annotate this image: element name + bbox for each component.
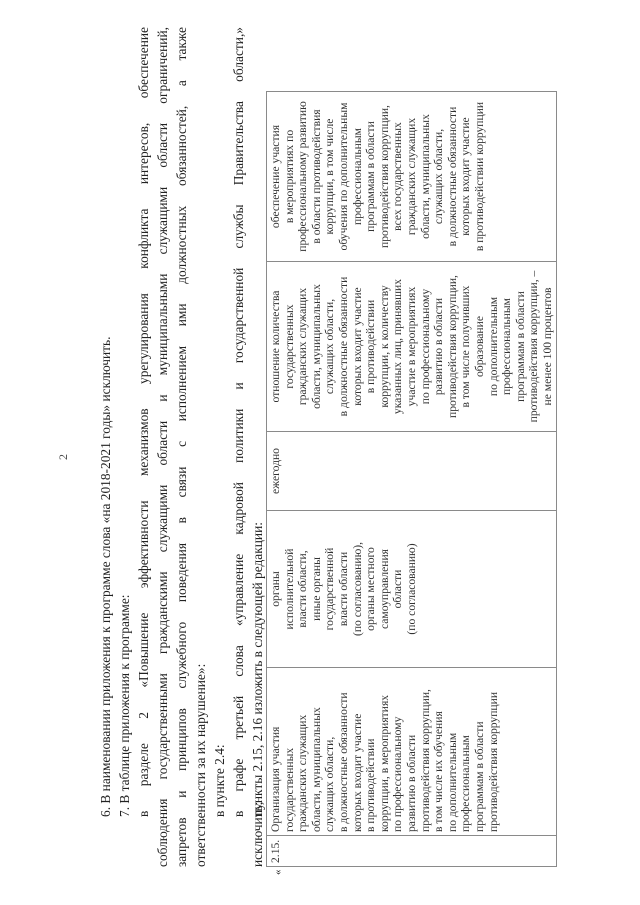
- cell-term: ежегодно: [267, 432, 557, 511]
- open-quote: «: [272, 869, 284, 875]
- program-table: [266, 91, 557, 867]
- paragraph-section2-line4: ответственности за их нарушение»:: [193, 663, 208, 867]
- cell-result: обеспечение участия в мероприятиях по профессиональному развитию в области противодействия коррупции, в том числе обучения по дополнительным профессиональным программам в области противодействия коррупции, всех государственных гражданских служащих области, муниципальных служащих области, в должностные обязанности которых входит участие в противодействии коррупции: [267, 92, 557, 262]
- cell-number: 2.15.: [267, 836, 557, 867]
- cell-activity-name: Организация участия государственных гражданских служащих области, муниципальных служащих области, в должностные обязанности которых входит участие в противодействии коррупции, в мероприятиях по профессиональному развитию в области противодействия коррупции, в том числе их обучения по дополнительным профессиональным программам в области противодействия коррупции: [267, 668, 557, 836]
- paragraph-section2-line3: запретов и принципов служебного поведения в связи с исполнением ими должностных обязанностей, а также: [174, 27, 189, 867]
- page-number: 2: [56, 454, 70, 460]
- paragraph-column3-line2: исключить;: [250, 801, 265, 867]
- paragraph-section2-line1: в разделе 2 «Повышение эффективности механизмов урегулирования конфликта интересов, обеспечение: [136, 27, 151, 817]
- paragraph-section2-line2: соблюдения государственными гражданскими служащими области и муниципальными служащими области ограничений,: [155, 27, 170, 867]
- paragraph-item-6: 6. В наименовании приложения к программе слова «на 2018-2021 годы» исключить.: [98, 336, 113, 817]
- paragraph-column3-line1: в графе третьей слова «управление кадровой политики и государственной службы Правительства области,»: [231, 27, 246, 817]
- paragraph-item-7: 7. В таблице приложения к программе:: [117, 594, 132, 817]
- paragraph-points-2-15-2-16: пункты 2.15, 2.16 изложить в следующей редакции:: [250, 522, 265, 817]
- paragraph-point-2-4: в пункте 2.4:: [212, 744, 227, 817]
- table-row: [267, 92, 557, 867]
- cell-indicator: отношение количества государственных гражданских служащих области, муниципальных служащих области, в должностные обязанности которых входит участие в противодействии коррупции, к количеству указанных лиц, принявших участие в мероприятиях по профессиональному развитию в области противодействия коррупции, в том числе получивших образование по дополнительным профессиональным программам в области противодействия коррупции, – не менее 100 процентов: [267, 262, 557, 432]
- cell-executors: органы исполнительной власти области, иные органы государственной власти области (по согласованию), органы местного самоуправления области (по согласованию): [267, 511, 557, 668]
